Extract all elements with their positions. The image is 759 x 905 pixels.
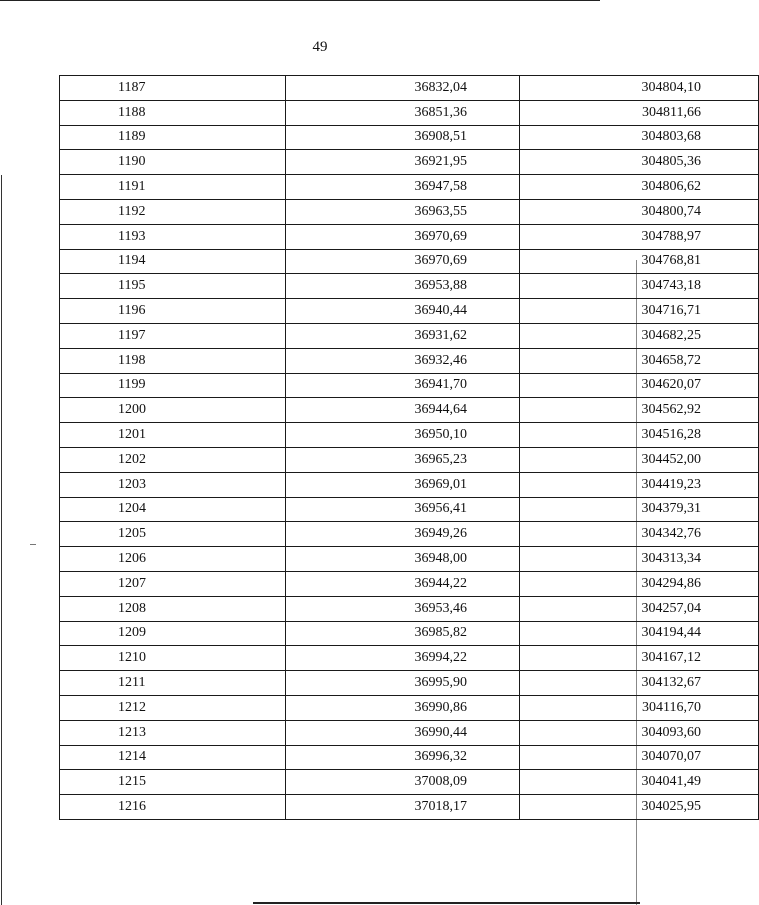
y-coordinate-cell: 304658,72 xyxy=(520,348,759,373)
x-coordinate-cell: 36948,00 xyxy=(286,547,520,572)
y-coordinate-cell: 304805,36 xyxy=(520,150,759,175)
table-row xyxy=(60,348,759,373)
x-coordinate-cell: 36947,58 xyxy=(286,175,520,200)
scan-border-top xyxy=(0,0,600,1)
x-coordinate-cell: 36940,44 xyxy=(286,299,520,324)
x-coordinate-cell: 37008,09 xyxy=(286,770,520,795)
x-coordinate-cell: 36931,62 xyxy=(286,323,520,348)
y-coordinate-cell: 304342,76 xyxy=(520,522,759,547)
point-number-cell: 1207 xyxy=(60,571,286,596)
point-number-cell: 1187 xyxy=(60,76,286,101)
y-coordinate-cell: 304716,71 xyxy=(520,299,759,324)
point-number-cell: 1201 xyxy=(60,423,286,448)
y-coordinate-cell: 304682,25 xyxy=(520,323,759,348)
x-coordinate-cell: 37018,17 xyxy=(286,795,520,820)
y-coordinate-cell: 304132,67 xyxy=(520,671,759,696)
y-coordinate-cell: 304379,31 xyxy=(520,497,759,522)
table-row xyxy=(60,398,759,423)
table-row xyxy=(60,175,759,200)
table-row xyxy=(60,547,759,572)
x-coordinate-cell: 36994,22 xyxy=(286,646,520,671)
point-number-cell: 1203 xyxy=(60,472,286,497)
point-number-cell: 1193 xyxy=(60,224,286,249)
y-coordinate-cell: 304804,10 xyxy=(520,76,759,101)
y-coordinate-cell: 304743,18 xyxy=(520,274,759,299)
y-coordinate-cell: 304041,49 xyxy=(520,770,759,795)
point-number-cell: 1196 xyxy=(60,299,286,324)
point-number-cell: 1192 xyxy=(60,199,286,224)
table-row xyxy=(60,695,759,720)
x-coordinate-cell: 36990,44 xyxy=(286,720,520,745)
x-coordinate-cell: 36970,69 xyxy=(286,224,520,249)
scan-border-bottom xyxy=(253,902,640,904)
x-coordinate-cell: 36932,46 xyxy=(286,348,520,373)
y-coordinate-cell: 304452,00 xyxy=(520,447,759,472)
table-row xyxy=(60,671,759,696)
table-row xyxy=(60,646,759,671)
y-coordinate-cell: 304419,23 xyxy=(520,472,759,497)
x-coordinate-cell: 36996,32 xyxy=(286,745,520,770)
y-coordinate-cell: 304803,68 xyxy=(520,125,759,150)
table-row xyxy=(60,199,759,224)
y-coordinate-cell: 304516,28 xyxy=(520,423,759,448)
table-row xyxy=(60,299,759,324)
x-coordinate-cell: 36985,82 xyxy=(286,621,520,646)
y-coordinate-cell: 304257,04 xyxy=(520,596,759,621)
x-coordinate-cell: 36921,95 xyxy=(286,150,520,175)
scan-margin-mark xyxy=(30,544,36,545)
table-row xyxy=(60,224,759,249)
y-coordinate-cell: 304620,07 xyxy=(520,373,759,398)
table-row xyxy=(60,522,759,547)
x-coordinate-cell: 36965,23 xyxy=(286,447,520,472)
x-coordinate-cell: 36908,51 xyxy=(286,125,520,150)
point-number-cell: 1216 xyxy=(60,795,286,820)
point-number-cell: 1210 xyxy=(60,646,286,671)
point-number-cell: 1212 xyxy=(60,695,286,720)
table-row xyxy=(60,249,759,274)
y-coordinate-cell: 304811,66 xyxy=(520,100,759,125)
point-number-cell: 1188 xyxy=(60,100,286,125)
coordinates-table-body xyxy=(60,76,759,820)
point-number-cell: 1214 xyxy=(60,745,286,770)
y-coordinate-cell: 304788,97 xyxy=(520,224,759,249)
table-row xyxy=(60,323,759,348)
x-coordinate-cell: 36944,64 xyxy=(286,398,520,423)
x-coordinate-cell: 36953,46 xyxy=(286,596,520,621)
y-coordinate-cell: 304194,44 xyxy=(520,621,759,646)
x-coordinate-cell: 36832,04 xyxy=(286,76,520,101)
table-row xyxy=(60,274,759,299)
page-number: 49 xyxy=(312,39,328,55)
point-number-cell: 1191 xyxy=(60,175,286,200)
table-row xyxy=(60,571,759,596)
x-coordinate-cell: 36956,41 xyxy=(286,497,520,522)
y-coordinate-cell: 304167,12 xyxy=(520,646,759,671)
x-coordinate-cell: 36969,01 xyxy=(286,472,520,497)
point-number-cell: 1209 xyxy=(60,621,286,646)
x-coordinate-cell: 36851,36 xyxy=(286,100,520,125)
point-number-cell: 1199 xyxy=(60,373,286,398)
x-coordinate-cell: 36941,70 xyxy=(286,373,520,398)
scan-border-left xyxy=(1,175,2,905)
x-coordinate-cell: 36944,22 xyxy=(286,571,520,596)
table-row xyxy=(60,720,759,745)
x-coordinate-cell: 36950,10 xyxy=(286,423,520,448)
y-coordinate-cell: 304768,81 xyxy=(520,249,759,274)
x-coordinate-cell: 36970,69 xyxy=(286,249,520,274)
point-number-cell: 1190 xyxy=(60,150,286,175)
table-row xyxy=(60,150,759,175)
table-row xyxy=(60,472,759,497)
x-coordinate-cell: 36990,86 xyxy=(286,695,520,720)
point-number-cell: 1211 xyxy=(60,671,286,696)
y-coordinate-cell: 304070,07 xyxy=(520,745,759,770)
point-number-cell: 1213 xyxy=(60,720,286,745)
y-coordinate-cell: 304294,86 xyxy=(520,571,759,596)
coordinates-table xyxy=(59,75,759,820)
table-row xyxy=(60,125,759,150)
point-number-cell: 1197 xyxy=(60,323,286,348)
x-coordinate-cell: 36963,55 xyxy=(286,199,520,224)
point-number-cell: 1194 xyxy=(60,249,286,274)
x-coordinate-cell: 36949,26 xyxy=(286,522,520,547)
table-row xyxy=(60,497,759,522)
table-row xyxy=(60,423,759,448)
x-coordinate-cell: 36995,90 xyxy=(286,671,520,696)
x-coordinate-cell: 36953,88 xyxy=(286,274,520,299)
point-number-cell: 1200 xyxy=(60,398,286,423)
y-coordinate-cell: 304562,92 xyxy=(520,398,759,423)
y-coordinate-cell: 304116,70 xyxy=(520,695,759,720)
point-number-cell: 1189 xyxy=(60,125,286,150)
table-row xyxy=(60,795,759,820)
point-number-cell: 1202 xyxy=(60,447,286,472)
table-row xyxy=(60,770,759,795)
table-row xyxy=(60,621,759,646)
table-row xyxy=(60,596,759,621)
point-number-cell: 1215 xyxy=(60,770,286,795)
y-coordinate-cell: 304806,62 xyxy=(520,175,759,200)
y-coordinate-cell: 304313,34 xyxy=(520,547,759,572)
point-number-cell: 1205 xyxy=(60,522,286,547)
y-coordinate-cell: 304093,60 xyxy=(520,720,759,745)
table-row xyxy=(60,447,759,472)
point-number-cell: 1206 xyxy=(60,547,286,572)
table-row xyxy=(60,745,759,770)
table-row xyxy=(60,373,759,398)
table-row xyxy=(60,76,759,101)
point-number-cell: 1204 xyxy=(60,497,286,522)
point-number-cell: 1195 xyxy=(60,274,286,299)
point-number-cell: 1198 xyxy=(60,348,286,373)
y-coordinate-cell: 304025,95 xyxy=(520,795,759,820)
y-coordinate-cell: 304800,74 xyxy=(520,199,759,224)
table-row xyxy=(60,100,759,125)
point-number-cell: 1208 xyxy=(60,596,286,621)
